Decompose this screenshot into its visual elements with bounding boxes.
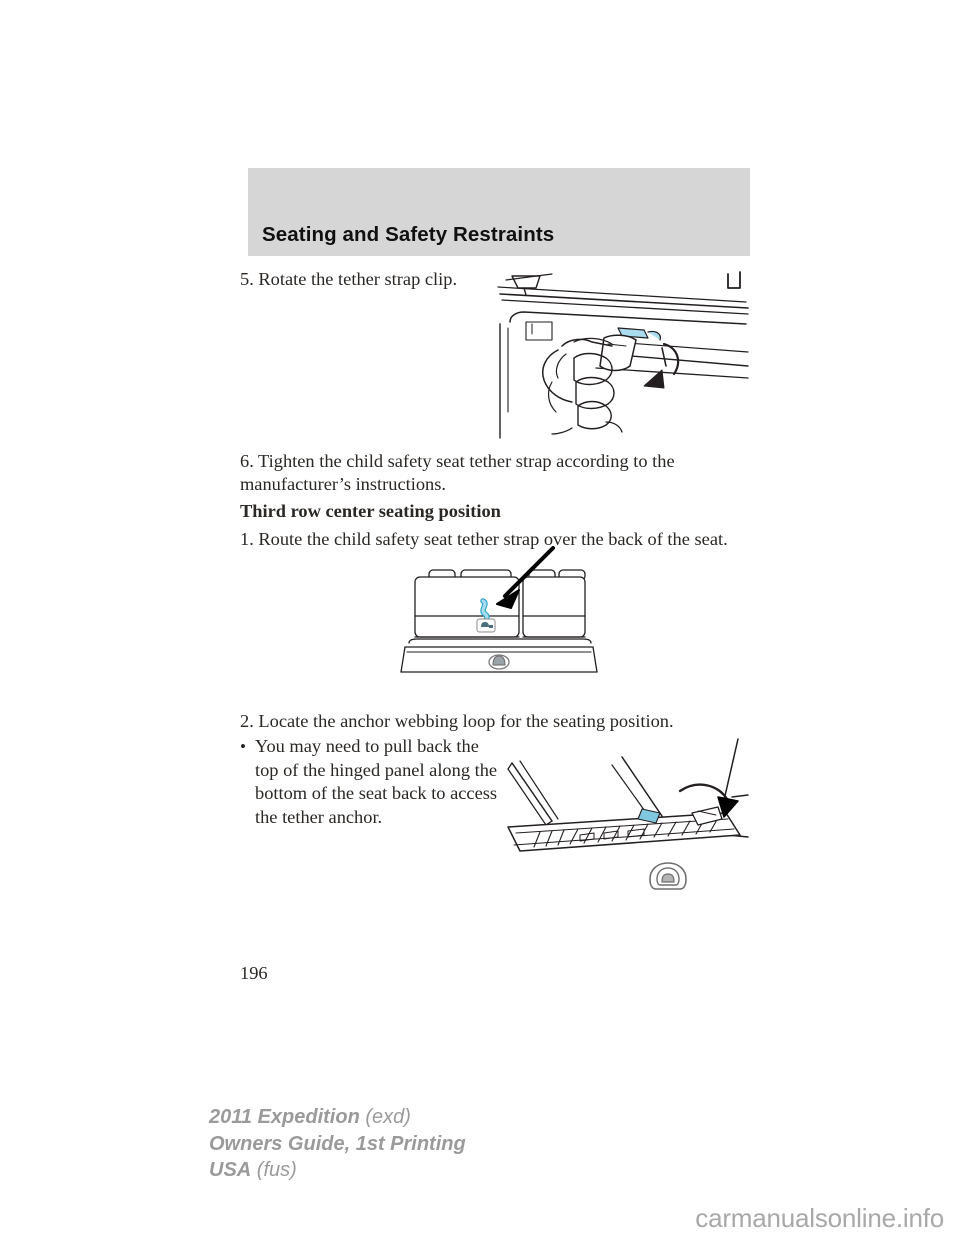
- footer-model-code: (exd): [365, 1106, 411, 1128]
- step-2-text: 2. Locate the anchor webbing loop for the seating position.: [240, 711, 674, 731]
- page-title: Seating and Safety Restraints: [262, 223, 555, 246]
- footer-line-model: [209, 1104, 466, 1131]
- bullet-line-2: top of the hinged panel along the: [255, 759, 498, 780]
- step-5-text: 5. Rotate the tether strap clip.: [240, 269, 458, 289]
- footer-market: USA: [209, 1159, 252, 1181]
- figure-hand-rotating-tether-clip: [496, 262, 752, 440]
- step-1-text: 1. Route the child safety seat tether strap over the back of the seat.: [240, 529, 728, 549]
- bullet-line-1: You may need to pull back the: [255, 736, 479, 756]
- bullet-line-4: the tether anchor.: [255, 806, 383, 827]
- footer-line-guide: Owners Guide, 1st Printing: [209, 1132, 466, 1155]
- document-footer: [209, 1104, 466, 1184]
- section-heading-third-row: Third row center seating position: [240, 501, 501, 521]
- footer-market-code: (fus): [256, 1159, 297, 1181]
- bullet-icon: •: [240, 737, 246, 756]
- site-watermark: carmanualsonline.info: [695, 1203, 944, 1233]
- footer-line-market: [209, 1157, 466, 1184]
- page-number: 196: [240, 963, 268, 983]
- step-6-line-2: manufacturer’s instructions.: [240, 474, 446, 494]
- figure-third-row-seat-tether-route: [393, 546, 605, 686]
- chapter-header-band: [248, 168, 750, 256]
- bullet-pull-back-panel: [240, 735, 508, 829]
- footer-model: 2011 Expedition: [209, 1106, 360, 1128]
- figure-hinged-panel-tether-anchor: [494, 735, 750, 915]
- step-6-line-1: 6. Tighten the child safety seat tether strap according to the: [240, 451, 675, 471]
- bullet-line-3: bottom of the seat back to access: [255, 783, 498, 803]
